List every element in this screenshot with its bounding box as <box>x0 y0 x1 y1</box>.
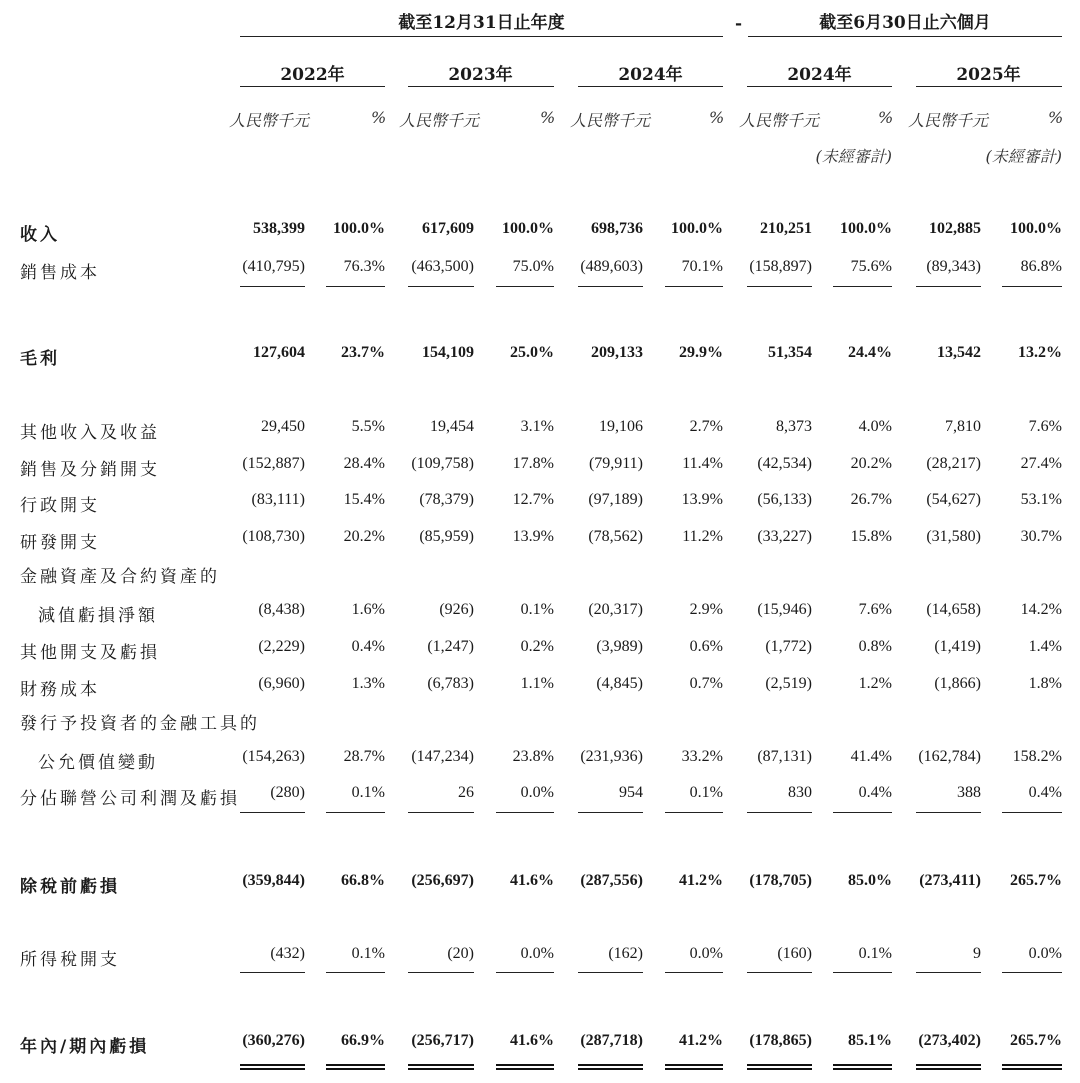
table-cell: (160) <box>777 945 812 962</box>
total-double-rule <box>578 1064 643 1070</box>
table-cell: 8,373 <box>776 418 812 435</box>
subtotal-rule <box>747 812 812 813</box>
table-cell: (256,717) <box>411 1032 474 1049</box>
table-cell: 100.0% <box>502 220 554 237</box>
table-cell: 41.6% <box>510 1032 554 1049</box>
table-cell: (1,247) <box>427 638 474 655</box>
unit-rmb-label: 人民幣千元 <box>399 111 480 130</box>
table-cell: 17.8% <box>512 455 554 472</box>
table-cell: 28.4% <box>343 455 385 472</box>
table-cell: (273,411) <box>919 872 981 889</box>
table-cell: 13.9% <box>681 491 723 508</box>
table-cell: (154,263) <box>242 748 305 765</box>
table-cell: (162) <box>608 945 643 962</box>
table-cell: (178,705) <box>749 872 812 889</box>
table-cell: 13.2% <box>1018 344 1062 361</box>
total-double-rule <box>326 1064 385 1070</box>
subtotal-rule <box>408 812 474 813</box>
table-cell: 20.2% <box>343 528 385 545</box>
table-cell: 0.0% <box>1028 945 1062 962</box>
row-label: 財務成本 <box>20 680 100 700</box>
table-cell: (432) <box>270 945 305 962</box>
year-rule <box>578 86 723 87</box>
table-cell: 66.9% <box>341 1032 385 1049</box>
period-dash: - <box>735 14 743 34</box>
table-cell: 15.8% <box>850 528 892 545</box>
table-cell: 7.6% <box>1028 418 1062 435</box>
year-rule <box>240 86 385 87</box>
table-cell: 5.5% <box>351 418 385 435</box>
subtotal-rule <box>916 812 981 813</box>
row-label: 行政開支 <box>20 496 100 516</box>
table-cell: (79,911) <box>588 455 643 472</box>
table-cell: 100.0% <box>333 220 385 237</box>
table-cell: 388 <box>957 784 981 801</box>
row-label: 毛利 <box>20 349 60 369</box>
table-cell: 154,109 <box>422 344 474 361</box>
table-cell: 4.0% <box>858 418 892 435</box>
table-cell: 265.7% <box>1010 1032 1062 1049</box>
table-cell: (85,959) <box>419 528 474 545</box>
table-cell: 0.8% <box>858 638 892 655</box>
table-cell: 0.1% <box>520 601 554 618</box>
year-rule <box>747 86 892 87</box>
table-cell: 85.0% <box>848 872 892 889</box>
table-cell: 0.0% <box>520 945 554 962</box>
table-cell: (489,603) <box>580 258 643 275</box>
table-cell: 7,810 <box>945 418 981 435</box>
table-cell: 24.4% <box>848 344 892 361</box>
table-cell: 41.2% <box>679 1032 723 1049</box>
unit-rmb-label: 人民幣千元 <box>908 111 989 130</box>
subtotal-rule <box>833 972 892 973</box>
table-cell: (6,783) <box>427 675 474 692</box>
total-double-rule <box>496 1064 554 1070</box>
table-cell: 53.1% <box>1020 491 1062 508</box>
table-cell: (287,556) <box>580 872 643 889</box>
table-cell: 20.2% <box>850 455 892 472</box>
table-cell: 85.1% <box>848 1032 892 1049</box>
table-cell: (463,500) <box>411 258 474 275</box>
unit-rmb-label: 人民幣千元 <box>739 111 820 130</box>
unaudited-label: (未經審計) <box>815 147 892 166</box>
table-cell: 7.6% <box>858 601 892 618</box>
table-cell: (87,131) <box>757 748 812 765</box>
total-double-rule <box>408 1064 474 1070</box>
table-cell: 210,251 <box>760 220 812 237</box>
row-label: 公允價值變動 <box>38 753 158 773</box>
year-heading: 2024年 <box>618 65 683 85</box>
year-heading: 2024年 <box>787 65 852 85</box>
row-label: 分佔聯營公司利潤及虧損 <box>20 789 240 809</box>
period-year-rule <box>240 36 723 37</box>
table-cell: (14,658) <box>926 601 981 618</box>
subtotal-rule <box>665 812 723 813</box>
table-cell: (273,402) <box>918 1032 981 1049</box>
table-cell: (108,730) <box>242 528 305 545</box>
table-cell: 2.7% <box>689 418 723 435</box>
table-cell: 12.7% <box>512 491 554 508</box>
subtotal-rule <box>496 286 554 287</box>
period-year-heading: 截至12月31日止年度 <box>398 13 565 33</box>
table-cell: 0.2% <box>520 638 554 655</box>
row-label: 除稅前虧損 <box>20 877 120 897</box>
table-cell: 1.2% <box>858 675 892 692</box>
table-cell: 15.4% <box>343 491 385 508</box>
total-double-rule <box>240 1064 305 1070</box>
table-cell: 100.0% <box>840 220 892 237</box>
table-cell: (78,562) <box>588 528 643 545</box>
table-cell: (109,758) <box>411 455 474 472</box>
table-cell: (3,989) <box>596 638 643 655</box>
table-cell: 0.7% <box>689 675 723 692</box>
subtotal-rule <box>326 812 385 813</box>
table-cell: (8,438) <box>258 601 305 618</box>
table-cell: (287,718) <box>580 1032 643 1049</box>
table-cell: (147,234) <box>411 748 474 765</box>
table-cell: 3.1% <box>520 418 554 435</box>
table-cell: 41.4% <box>850 748 892 765</box>
table-cell: 1.6% <box>351 601 385 618</box>
subtotal-rule <box>665 972 723 973</box>
year-heading: 2022年 <box>280 65 345 85</box>
table-cell: 28.7% <box>343 748 385 765</box>
table-cell: 23.8% <box>512 748 554 765</box>
table-cell: 830 <box>788 784 812 801</box>
subtotal-rule <box>747 972 812 973</box>
subtotal-rule <box>326 286 385 287</box>
table-cell: (256,697) <box>411 872 474 889</box>
table-cell: (31,580) <box>926 528 981 545</box>
table-cell: 265.7% <box>1010 872 1062 889</box>
table-cell: (83,111) <box>251 491 305 508</box>
total-double-rule <box>916 1064 981 1070</box>
table-cell: (280) <box>270 784 305 801</box>
table-cell: 158.2% <box>1012 748 1062 765</box>
table-cell: (231,936) <box>580 748 643 765</box>
subtotal-rule <box>408 972 474 973</box>
table-cell: 27.4% <box>1020 455 1062 472</box>
table-cell: 209,133 <box>591 344 643 361</box>
table-cell: 1.1% <box>520 675 554 692</box>
unit-percent-label: % <box>709 108 725 127</box>
subtotal-rule <box>578 972 643 973</box>
total-double-rule <box>833 1064 892 1070</box>
table-cell: (926) <box>439 601 474 618</box>
table-cell: (20,317) <box>588 601 643 618</box>
table-cell: 41.2% <box>679 872 723 889</box>
table-cell: 0.1% <box>351 945 385 962</box>
subtotal-rule <box>326 972 385 973</box>
table-cell: 954 <box>619 784 643 801</box>
subtotal-rule <box>578 286 643 287</box>
table-cell: 0.1% <box>351 784 385 801</box>
table-cell: (33,227) <box>757 528 812 545</box>
table-cell: (42,534) <box>757 455 812 472</box>
table-cell: (97,189) <box>588 491 643 508</box>
subtotal-rule <box>916 286 981 287</box>
subtotal-rule <box>833 286 892 287</box>
total-double-rule <box>665 1064 723 1070</box>
subtotal-rule <box>1002 812 1062 813</box>
table-cell: (20) <box>447 945 474 962</box>
table-cell: 14.2% <box>1020 601 1062 618</box>
table-cell: 51,354 <box>768 344 812 361</box>
table-cell: 2.9% <box>689 601 723 618</box>
unit-percent-label: % <box>371 108 387 127</box>
subtotal-rule <box>496 972 554 973</box>
subtotal-rule <box>916 972 981 973</box>
row-label: 其他開支及虧損 <box>20 643 160 663</box>
table-cell: 66.8% <box>341 872 385 889</box>
table-cell: 76.3% <box>343 258 385 275</box>
table-cell: (360,276) <box>242 1032 305 1049</box>
row-label: 銷售及分銷開支 <box>20 460 160 480</box>
table-cell: 11.4% <box>682 455 723 472</box>
table-cell: 19,454 <box>430 418 474 435</box>
table-cell: 698,736 <box>591 220 643 237</box>
table-cell: 23.7% <box>341 344 385 361</box>
row-label: 其他收入及收益 <box>20 423 160 443</box>
table-cell: 1.8% <box>1028 675 1062 692</box>
table-cell: 70.1% <box>681 258 723 275</box>
subtotal-rule <box>1002 286 1062 287</box>
table-cell: 41.6% <box>510 872 554 889</box>
table-cell: 0.6% <box>689 638 723 655</box>
subtotal-rule <box>408 286 474 287</box>
table-cell: (1,866) <box>934 675 981 692</box>
table-cell: 75.0% <box>512 258 554 275</box>
row-label: 銷售成本 <box>20 263 100 283</box>
table-cell: 29,450 <box>261 418 305 435</box>
table-cell: 102,885 <box>929 220 981 237</box>
table-cell: 1.3% <box>351 675 385 692</box>
table-cell: (15,946) <box>757 601 812 618</box>
table-cell: (2,229) <box>258 638 305 655</box>
table-cell: 75.6% <box>850 258 892 275</box>
unaudited-label: (未經審計) <box>985 147 1062 166</box>
table-cell: 0.0% <box>689 945 723 962</box>
table-cell: (28,217) <box>926 455 981 472</box>
row-label: 金融資產及合約資產的 <box>20 567 220 587</box>
row-label: 收入 <box>20 225 60 245</box>
subtotal-rule <box>240 972 305 973</box>
year-heading: 2023年 <box>448 65 513 85</box>
table-cell: 11.2% <box>682 528 723 545</box>
row-label: 研發開支 <box>20 533 100 553</box>
table-cell: (54,627) <box>926 491 981 508</box>
table-cell: 29.9% <box>679 344 723 361</box>
subtotal-rule <box>665 286 723 287</box>
unit-percent-label: % <box>878 108 894 127</box>
table-cell: (2,519) <box>765 675 812 692</box>
table-cell: (162,784) <box>918 748 981 765</box>
row-label: 年內/期內虧損 <box>20 1037 150 1057</box>
subtotal-rule <box>1002 972 1062 973</box>
table-cell: (158,897) <box>749 258 812 275</box>
table-cell: (6,960) <box>258 675 305 692</box>
table-cell: 0.4% <box>351 638 385 655</box>
table-cell: 1.4% <box>1028 638 1062 655</box>
subtotal-rule <box>496 812 554 813</box>
period-half-rule <box>748 36 1062 37</box>
table-cell: 538,399 <box>253 220 305 237</box>
unit-rmb-label: 人民幣千元 <box>229 111 310 130</box>
table-cell: 25.0% <box>510 344 554 361</box>
table-cell: 0.4% <box>858 784 892 801</box>
subtotal-rule <box>578 812 643 813</box>
year-heading: 2025年 <box>956 65 1021 85</box>
period-half-heading: 截至6月30日止六個月 <box>819 13 991 33</box>
row-label: 減值虧損淨額 <box>38 606 158 626</box>
table-cell: 0.0% <box>520 784 554 801</box>
table-cell: 100.0% <box>671 220 723 237</box>
table-cell: 86.8% <box>1020 258 1062 275</box>
table-cell: (78,379) <box>419 491 474 508</box>
table-cell: 9 <box>973 945 981 962</box>
table-cell: (1,419) <box>934 638 981 655</box>
subtotal-rule <box>240 286 305 287</box>
subtotal-rule <box>833 812 892 813</box>
unit-percent-label: % <box>1048 108 1064 127</box>
table-cell: 0.4% <box>1028 784 1062 801</box>
table-cell: (152,887) <box>242 455 305 472</box>
table-cell: 13.9% <box>512 528 554 545</box>
table-cell: 26.7% <box>850 491 892 508</box>
table-cell: 19,106 <box>599 418 643 435</box>
unit-rmb-label: 人民幣千元 <box>570 111 651 130</box>
table-cell: (410,795) <box>242 258 305 275</box>
total-double-rule <box>1002 1064 1062 1070</box>
table-cell: (359,844) <box>242 872 305 889</box>
table-cell: 0.1% <box>689 784 723 801</box>
table-cell: (4,845) <box>596 675 643 692</box>
year-rule <box>916 86 1062 87</box>
table-cell: (1,772) <box>765 638 812 655</box>
table-cell: (178,865) <box>749 1032 812 1049</box>
row-label: 所得稅開支 <box>20 950 120 970</box>
table-cell: 0.1% <box>858 945 892 962</box>
table-cell: 617,609 <box>422 220 474 237</box>
table-cell: 33.2% <box>681 748 723 765</box>
table-cell: 127,604 <box>253 344 305 361</box>
table-cell: 13,542 <box>937 344 981 361</box>
table-cell: 26 <box>458 784 474 801</box>
table-cell: 30.7% <box>1020 528 1062 545</box>
table-cell: 100.0% <box>1010 220 1062 237</box>
table-cell: (89,343) <box>926 258 981 275</box>
subtotal-rule <box>240 812 305 813</box>
total-double-rule <box>747 1064 812 1070</box>
row-label: 發行予投資者的金融工具的 <box>20 714 260 734</box>
unit-percent-label: % <box>540 108 556 127</box>
subtotal-rule <box>747 286 812 287</box>
year-rule <box>408 86 554 87</box>
table-cell: (56,133) <box>757 491 812 508</box>
